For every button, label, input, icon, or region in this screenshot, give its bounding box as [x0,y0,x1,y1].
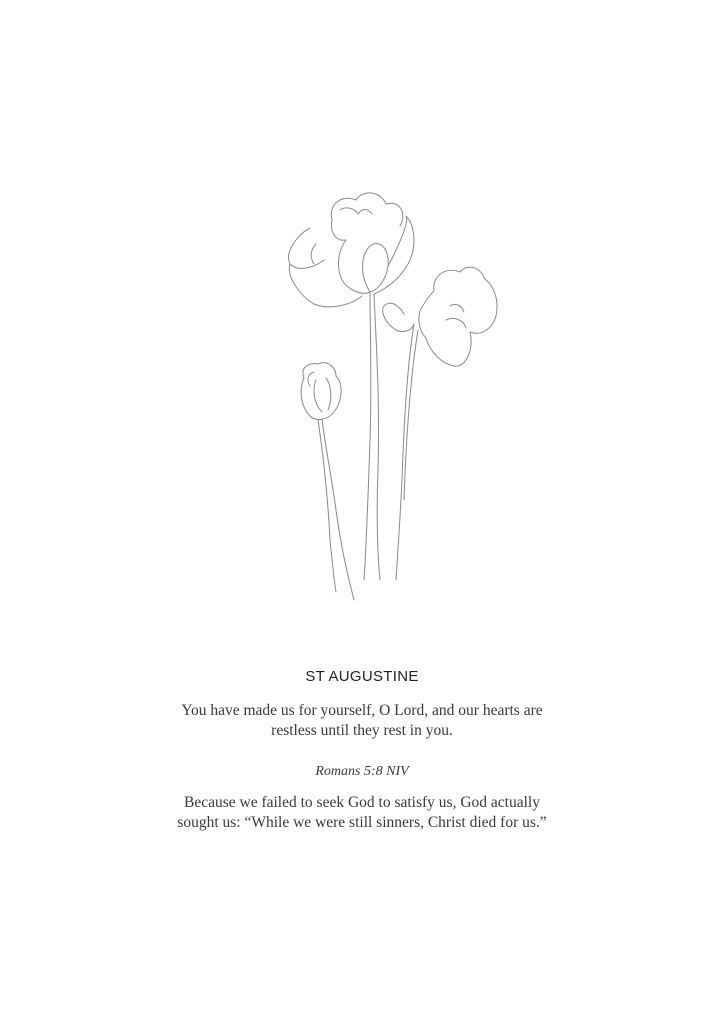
quote-line-1: You have made us for yourself, O Lord, and our hearts are [181,702,543,719]
tall-flower-icon [289,193,414,580]
poppy-flowers-line-drawing-icon [270,180,520,610]
scripture-reference: Romans 5:8 NIV [315,764,409,779]
commentary-line-2: sought us: “While we were still sinners, Christ died for us.” [177,814,547,831]
small-bud-icon [301,363,354,600]
commentary-text [112,793,612,833]
text-block [112,668,612,833]
right-flower-icon [383,267,497,580]
commentary-line-1: Because we failed to seek God to satisfy us, God actually [184,794,540,811]
author-heading: ST AUGUSTINE [305,668,419,685]
augustine-quote [112,701,612,741]
quote-line-2: restless until they rest in you. [271,722,453,739]
